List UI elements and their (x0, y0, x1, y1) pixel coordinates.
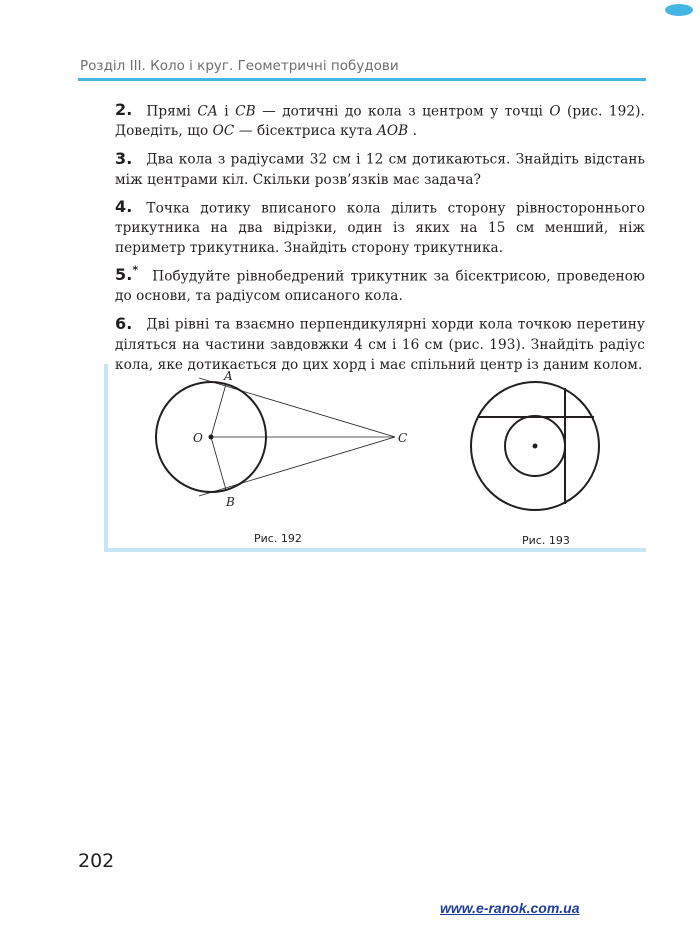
problem-number: 4. (115, 196, 133, 216)
page-number: 202 (78, 850, 115, 872)
problem-number: 3. (115, 148, 133, 168)
tangent-cb (199, 437, 395, 496)
problem-text: Прямі CA і CB — дотичні до кола з центром у точці O (рис. 192). Доведіть, що OC — бісектриса кута AOB . (115, 103, 645, 140)
problem-text: Побудуйте рівнобедрений трикутник за бісектрисою, проведеною до основи, та радіусом описаного кола. (115, 268, 645, 305)
radius-ob (211, 437, 226, 490)
problem-text: Точка дотику вписаного кола ділить сторону рівностороннього трикутника на два відрізки, один із яких на 15 см менший, ніж периметр трикутника. Знайдіть сторону трикутника. (115, 199, 645, 256)
label-b: B (226, 495, 235, 509)
figure-bottom-bar (104, 548, 646, 552)
website-link[interactable]: www.e-ranok.com.ua (440, 900, 580, 916)
problem-number: 6. (115, 313, 133, 333)
problem-5 (115, 261, 645, 306)
problem-3 (115, 144, 645, 189)
problem-text: Два кола з радіусами 32 см і 12 см дотикаються. Знайдіть відстань між центрами кіл. Скільки розв’язків має задача? (115, 151, 645, 188)
label-a: A (224, 369, 233, 383)
tangent-ca (199, 378, 395, 437)
page-header: Розділ III. Коло і круг. Геометричні побудови (80, 58, 399, 74)
label-o: O (193, 431, 203, 445)
caption-fig-192: Рис. 192 (254, 532, 302, 545)
problem-list (115, 96, 645, 378)
problem-4 (115, 193, 645, 258)
problem-2 (115, 96, 645, 141)
problem-text: Дві рівні та взаємно перпендикулярні хорди кола точкою перетину діляться на частини завдовжки 4 см і 16 см (рис. 193). Знайдіть радіус кола, яке дотикається до цих хорд і має спільний центр із даним колом. (115, 316, 645, 373)
center-point-o (209, 435, 214, 440)
radius-oa (211, 384, 226, 437)
publisher-logo (664, 3, 694, 17)
figure-panel (104, 364, 646, 551)
figure-193 (464, 364, 614, 524)
figure-192 (104, 364, 424, 548)
center-point (533, 444, 538, 449)
header-rule (78, 78, 646, 81)
problem-number: 5.* (115, 263, 139, 285)
problem-number: 2. (115, 100, 133, 120)
caption-fig-193: Рис. 193 (522, 534, 570, 547)
label-c: C (398, 431, 408, 445)
